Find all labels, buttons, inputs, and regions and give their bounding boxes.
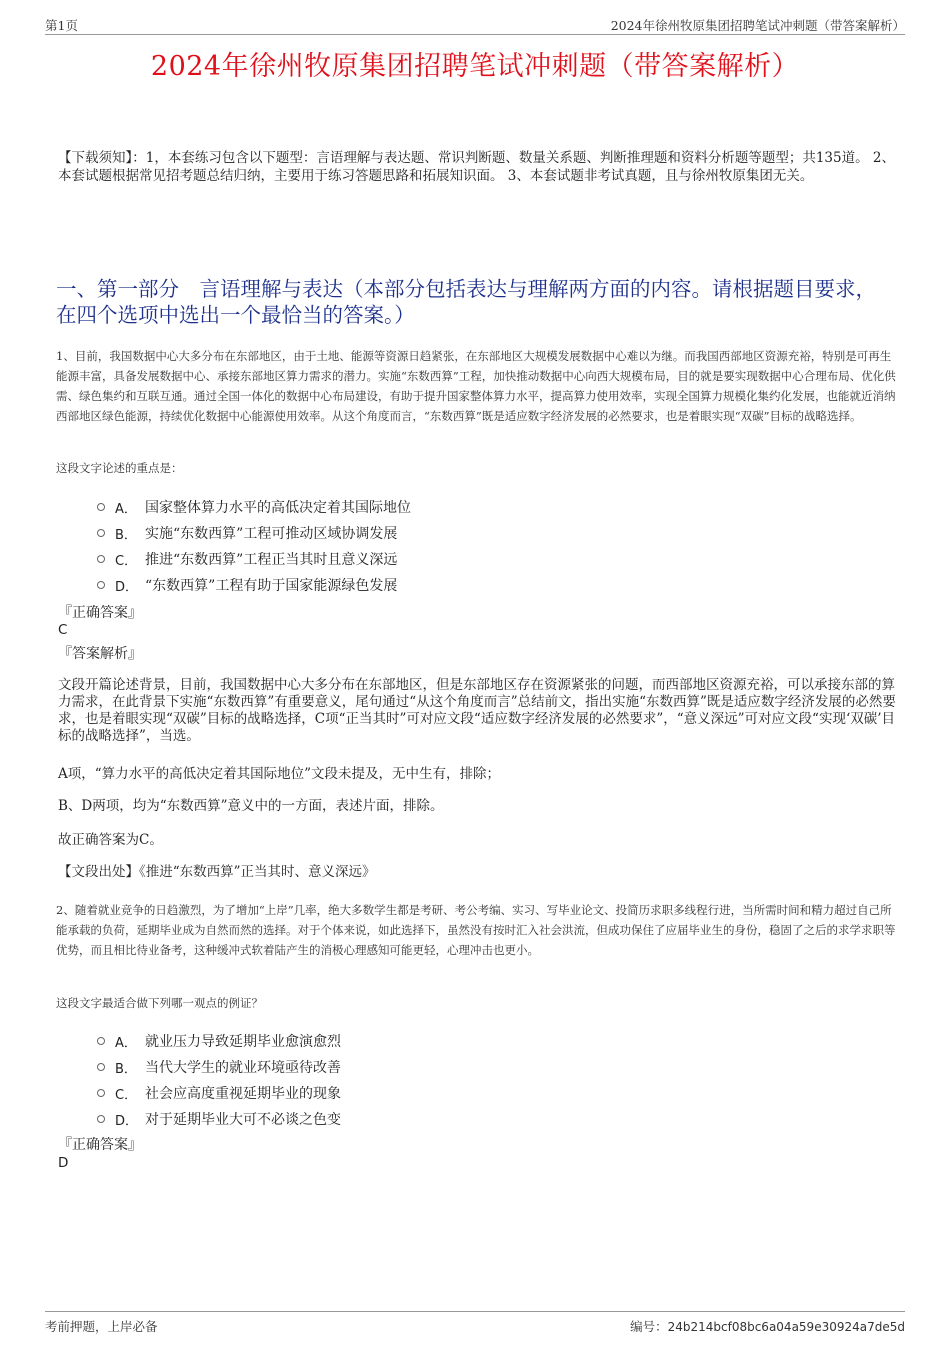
analysis-paragraph: 故正确答案为C。 [58, 832, 163, 848]
question-1-text: 1、目前，我国数据中心大多分布在东部地区，由于土地、能源等资源日趋紧张，在东部地区大规模发展数据中心难以为继。而我国西部地区资源充裕，特别是可再生能源丰富，具备发展数据中心、承接东部地区算力需求的潜力。实施“东数西算”工程，加快推动数据中心向西大规模布局，目的就是要实现数据中心合理布局、优化供需、绿色集约和互联互通。通过全国一体化的数据中心布局建设，有助于提升国家整体算力水平，提高算力使用效率，实现全国算力规模化集约化发展，也能就近消纳西部地区绿色能源，持续优化数据中心能源使用效率。从这个角度而言，“东数西算”既是适应数字经济发展的必然要求，也是着眼实现“双碳”目标的战略选择。 [56, 349, 896, 423]
answer-label: 『正确答案』 [58, 1137, 142, 1153]
analysis-paragraph: A项，“算力水平的高低决定着其国际地位”文段未提及，无中生有，排除； [58, 766, 501, 782]
question-2-text: 2、随着就业竞争的日趋激烈，为了增加“上岸”几率，绝大多数学生都是考研、考公考编、实习、写毕业论文、投简历求职多线程行进，当所需时间和精力超过自己所能承载的负荷，延期毕业成为自然而然的选择。对于个体来说，如此选择下，虽然没有按时汇入社会洪流，但成功保住了应届毕业生的身份，稳固了之后的求学求职等优势，而且相比待业备考，这种缓冲式软着陆产生的消极心理感知可能更轻，心理冲击也更小。 [56, 903, 896, 957]
option-d[interactable]: D． 对于延期毕业大可不必谈之色变 [97, 1106, 797, 1132]
analysis-paragraph: 文段开篇论述背景，目前，我国数据中心大多分布在东部地区，但是东部地区存在资源紧张的问题，而西部地区资源充裕，可以承接东部的算力需求，在此背景下实施“东数西算”有重要意义，尾句通过“从这个角度而言”总结前文，指出实施“东数西算”既是适应数字经济发展的必然要求，也是着眼实现“双碳”目标的战略选择，C项“正当其时”可对应文段“适应数字经济发展的必然要求”，“意义深远”可对应文段“实现‘双碳’目标的战略选择”，当选。 [58, 677, 896, 744]
option-d[interactable]: D． “东数西算”工程有助于国家能源绿色发展 [97, 572, 797, 598]
analysis-paragraph: B、D两项，均为“东数西算”意义中的一方面，表述片面，排除。 [58, 798, 444, 814]
answer-value: D [58, 1155, 69, 1171]
question-1-prompt: 这段文字论述的重点是： [56, 461, 183, 475]
footer-slogan: 考前押题，上岸必备 [45, 1319, 158, 1334]
source-note: 【文段出处】《推进“东数西算”正当其时、意义深远》 [58, 864, 376, 880]
radio-icon[interactable] [97, 529, 105, 537]
option-b[interactable]: B． 实施“东数西算”工程可推动区域协调发展 [97, 520, 797, 546]
question-2-options [97, 1028, 797, 1132]
document-title: 2024年徐州牧原集团招聘笔试冲刺题（带答案解析） [150, 51, 800, 82]
option-a[interactable]: A． 就业压力导致延期毕业愈演愈烈 [97, 1028, 797, 1054]
download-notice: 【下载须知】：1，本套练习包含以下题型：言语理解与表达题、常识判断题、数量关系题、判断推理题和资料分析题等题型；共135道。 2、本套试题根据常见招考题总结归纳，主要用于练习答题思路和拓展知识面。 3、本套试题非考试真题，且与徐州牧原集团无关。 [58, 150, 895, 184]
page-header [45, 14, 905, 35]
option-a[interactable]: A． 国家整体算力水平的高低决定着其国际地位 [97, 494, 797, 520]
option-b[interactable]: B． 当代大学生的就业环境亟待改善 [97, 1054, 797, 1080]
page-footer [45, 1311, 905, 1334]
analysis-label: 『答案解析』 [58, 646, 142, 662]
question-1-options [97, 494, 797, 598]
question-2-prompt: 这段文字最适合做下列哪一观点的例证？ [56, 996, 263, 1010]
radio-icon[interactable] [97, 1089, 105, 1097]
radio-icon[interactable] [97, 1037, 105, 1045]
option-c[interactable]: C． 社会应高度重视延期毕业的现象 [97, 1080, 797, 1106]
answer-value: C [58, 622, 68, 638]
footer-code: 编号：24b214bcf08bc6a04a59e30924a7de5d [630, 1319, 905, 1334]
radio-icon[interactable] [97, 1115, 105, 1123]
section-heading: 一、第一部分 言语理解与表达（本部分包括表达与理解两方面的内容。请根据题目要求，在四个选项中选出一个最恰当的答案。） [56, 277, 876, 327]
radio-icon[interactable] [97, 555, 105, 563]
option-c[interactable]: C． 推进“东数西算”工程正当其时且意义深远 [97, 546, 797, 572]
header-doc-title: 2024年徐州牧原集团招聘笔试冲刺题（带答案解析） [610, 18, 905, 33]
answer-label: 『正确答案』 [58, 605, 142, 621]
page-number: 第1页 [45, 18, 78, 33]
radio-icon[interactable] [97, 503, 105, 511]
radio-icon[interactable] [97, 1063, 105, 1071]
radio-icon[interactable] [97, 581, 105, 589]
